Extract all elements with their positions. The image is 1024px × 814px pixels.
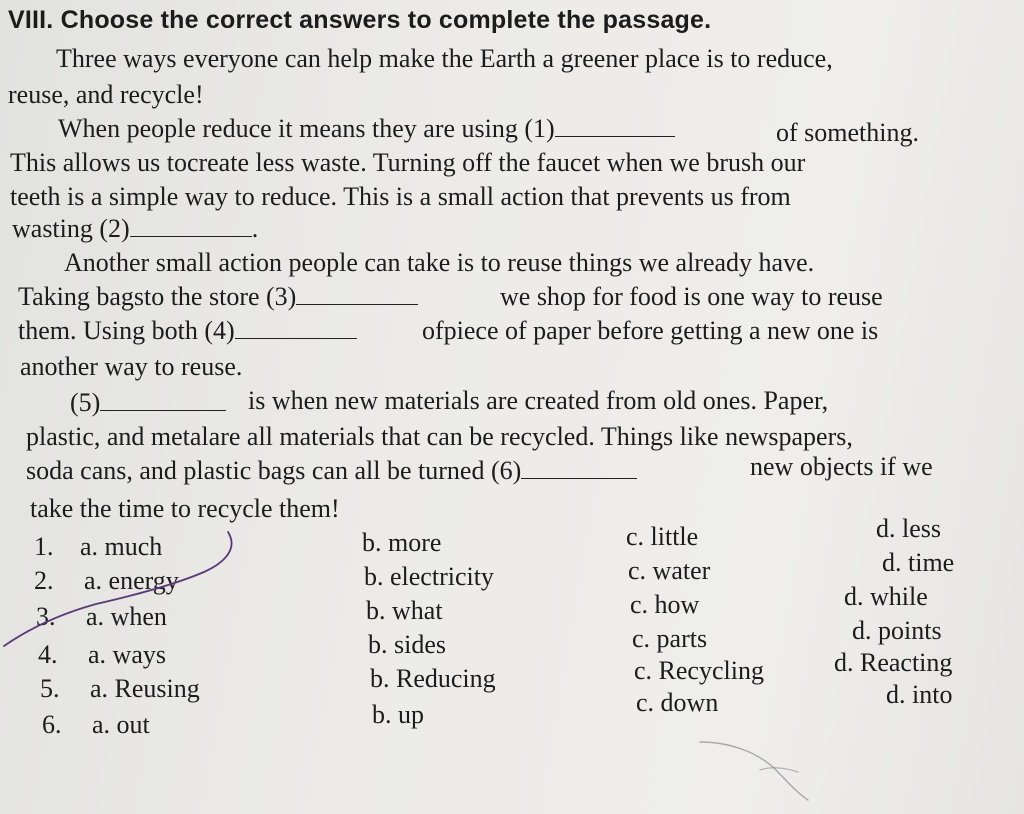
- passage-line-14: take the time to recycle them!: [30, 494, 340, 523]
- question-number-6: 6.: [42, 710, 62, 739]
- passage-text: When people reduce it means they are using (1): [58, 114, 555, 143]
- passage-line-1: Three ways everyone can help make the Earth a greener place is to reduce,: [56, 44, 833, 73]
- passage-line-8-end: we shop for food is one way to reuse: [500, 282, 883, 311]
- question-number-1: 1.: [34, 532, 54, 561]
- passage-text: soda cans, and plastic bags can all be turned (6): [26, 456, 522, 485]
- passage-line-11: [70, 388, 226, 418]
- q4-option-a[interactable]: a. ways: [88, 640, 166, 669]
- q4-option-c[interactable]: c. parts: [632, 624, 708, 653]
- passage-line-12: plastic, and metalare all materials that can be recycled. Things like newspapers,: [26, 422, 853, 451]
- passage-line-6: [12, 214, 258, 244]
- q3-option-c[interactable]: c. how: [630, 590, 700, 619]
- blank-1[interactable]: [555, 114, 675, 137]
- passage-line-3-end: of something.: [776, 118, 919, 147]
- q4-option-b[interactable]: b. sides: [368, 630, 446, 659]
- q1-option-d[interactable]: d. less: [876, 514, 941, 543]
- passage-line-8: [18, 282, 418, 312]
- q3-option-b[interactable]: b. what: [366, 596, 443, 625]
- question-number-2: 2.: [34, 566, 54, 595]
- pen-stroke-bottom: [700, 742, 808, 800]
- blank-5[interactable]: [100, 388, 226, 411]
- passage-line-11-end: is when new materials are created from old ones. Paper,: [248, 386, 829, 415]
- blank-3[interactable]: [296, 282, 418, 305]
- passage-line-9: [18, 316, 357, 346]
- q6-option-c[interactable]: c. down: [636, 688, 719, 717]
- q6-option-d[interactable]: d. into: [886, 680, 953, 709]
- passage-line-9-end: ofpiece of paper before getting a new one is: [422, 316, 879, 345]
- q2-option-a[interactable]: a. energy: [84, 566, 179, 595]
- question-number-5: 5.: [40, 674, 60, 703]
- q2-option-b[interactable]: b. electricity: [364, 562, 494, 591]
- blank-4[interactable]: [235, 316, 357, 339]
- passage-line-5: teeth is a simple way to reduce. This is a small action that prevents us from: [10, 182, 791, 211]
- q2-option-d[interactable]: d. time: [882, 548, 955, 577]
- q4-option-d[interactable]: d. points: [852, 616, 942, 645]
- passage-text: Taking bagsto the store (3): [18, 282, 297, 311]
- blank-6[interactable]: [521, 456, 637, 479]
- q1-option-c[interactable]: c. little: [626, 522, 699, 551]
- q5-option-d[interactable]: d. Reacting: [834, 648, 953, 677]
- pen-stroke-bottom-2: [760, 768, 798, 772]
- passage-line-2: reuse, and recycle!: [8, 80, 204, 109]
- q5-option-b[interactable]: b. Reducing: [370, 664, 496, 693]
- passage-text: (5): [70, 388, 101, 417]
- q6-option-b[interactable]: b. up: [372, 700, 424, 729]
- passage-text: them. Using both (4): [18, 316, 235, 345]
- blank-2[interactable]: [130, 214, 252, 237]
- passage-text: wasting (2): [12, 214, 130, 243]
- question-number-4: 4.: [38, 640, 58, 669]
- passage-line-13-end: new objects if we: [750, 452, 933, 481]
- q6-option-a[interactable]: a. out: [92, 710, 150, 739]
- q3-option-d[interactable]: d. while: [844, 582, 928, 611]
- passage-text: .: [251, 214, 259, 243]
- q1-option-a[interactable]: a. much: [80, 532, 163, 561]
- passage-line-3: [58, 114, 675, 144]
- passage-line-10: another way to reuse.: [20, 352, 243, 381]
- question-number-3: 3.: [36, 602, 56, 631]
- q1-option-b[interactable]: b. more: [362, 528, 442, 557]
- passage-line-4: This allows us tocreate less waste. Turning off the faucet when we brush our: [10, 148, 806, 177]
- q2-option-c[interactable]: c. water: [628, 556, 711, 585]
- q3-option-a[interactable]: a. when: [86, 602, 167, 631]
- q5-option-a[interactable]: a. Reusing: [90, 674, 200, 703]
- passage-line-7: Another small action people can take is to reuse things we already have.: [64, 248, 815, 277]
- section-heading: VIII. Choose the correct answers to complete the passage.: [8, 6, 712, 34]
- passage-line-13: [26, 456, 637, 486]
- q5-option-c[interactable]: c. Recycling: [634, 656, 764, 685]
